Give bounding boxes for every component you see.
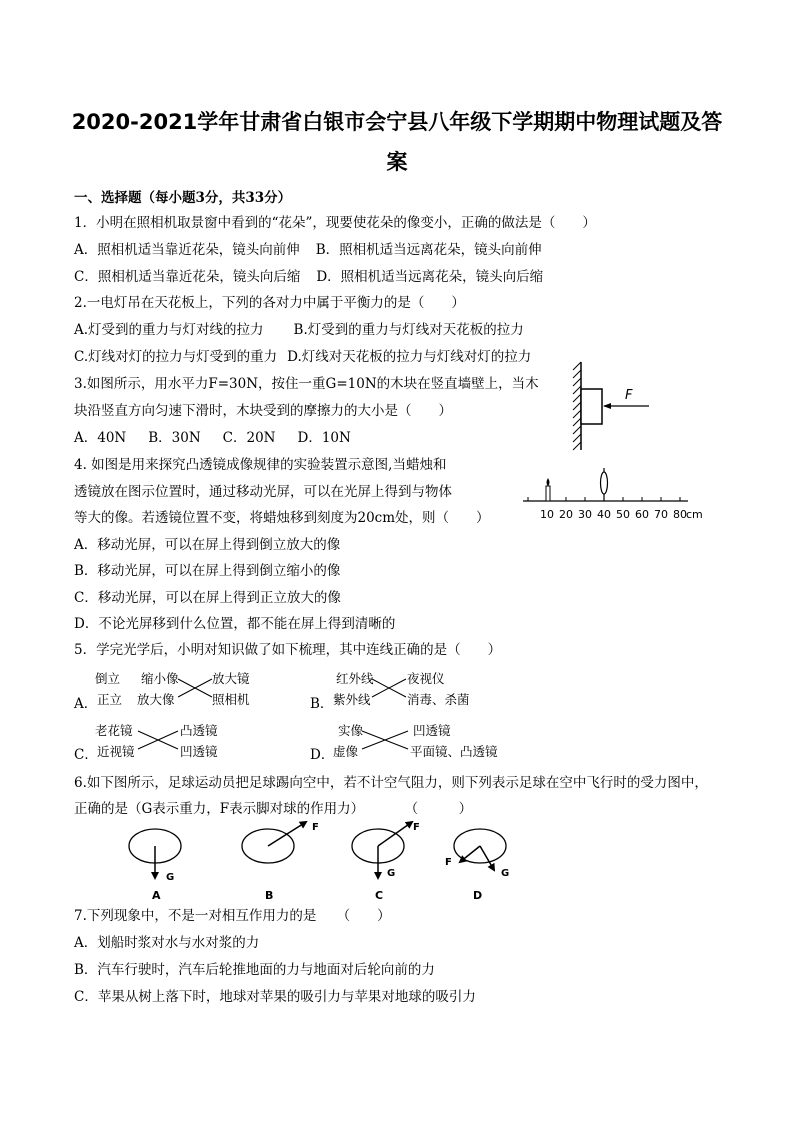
force-arrowhead: [603, 403, 611, 409]
q5-d-bottom-left: 虚像: [333, 744, 359, 759]
q5-c-top-right: 凸透镜: [180, 723, 218, 738]
q5-b-cross-lines: [372, 676, 406, 700]
q3-option-c: C．20N: [222, 430, 276, 446]
q4-option-a: A．移动光屏，可以在屏上得到倒立放大的像: [74, 537, 341, 553]
q2-option-c: C.灯线对灯的拉力与灯受到的重力: [74, 349, 278, 365]
q6-force-diagrams: [120, 820, 520, 904]
ruler-tick-label: 70: [654, 508, 668, 521]
q5-a-top-left: 倒立: [95, 671, 121, 686]
q3-options: [74, 430, 351, 446]
q6-a-g-label: G: [166, 872, 175, 883]
q1-option-d: D．照相机适当远离花朵，镜头向后缩: [316, 269, 544, 285]
section-heading: 一、选择题（每小题3分，共33分）: [74, 190, 292, 206]
q2-options-cd: [74, 349, 531, 365]
q6-diagram-c: [352, 822, 420, 902]
q6-diagram-b: [242, 822, 319, 902]
q5-b-label: B．: [310, 696, 334, 712]
q3-option-a: A．40N: [74, 430, 127, 446]
q7-option-b: B．汽车行驶时，汽车后轮推地面的力与地面对后轮向前的力: [74, 962, 435, 978]
q6-d-f-label: F: [445, 857, 452, 868]
q1-options-ab: [74, 242, 542, 258]
q4-stem-line2: 透镜放在图示位置时，通过移动光屏，可以在光屏上得到与物体: [74, 484, 452, 500]
q4-stem-line3: 等大的像。若透镜位置不变，将蜡烛移到刻度为20cm处，则（ ）: [74, 510, 490, 526]
q5-c-label: C．: [74, 747, 98, 763]
ruler-tick-label: 30: [578, 508, 592, 521]
q3-stem-line1: 3.如图所示，用水平力F=30N，按住一重G=10N的木块在竖直墙壁上，当木: [74, 376, 539, 392]
q6-stem-line2: 正确的是（G表示重力，F表示脚对球的作用力） （ ）: [74, 801, 473, 817]
q6-b-f-label: F: [312, 822, 319, 833]
q1-option-b: B．照相机适当远离花朵，镜头向前伸: [315, 242, 542, 258]
q4-option-b: B．移动光屏，可以在屏上得到倒立缩小的像: [74, 563, 341, 579]
q5-b-bottom-left: 紫外线: [333, 692, 371, 707]
q5-stem: 5．学完光学后，小明对知识做了如下梳理，其中连线正确的是（ ）: [74, 642, 502, 658]
q5-a-top-mid: 缩小像: [141, 671, 179, 686]
candle-flame: [547, 478, 550, 486]
q7-option-c: C．苹果从树上落下时，地球对苹果的吸引力与苹果对地球的吸引力: [74, 989, 476, 1005]
q6-d-label: D: [473, 889, 483, 902]
ruler-tick-label: 20: [559, 508, 573, 521]
q2-option-d: D.灯线对天花板的拉力与灯线对灯的拉力: [287, 349, 532, 365]
q3-stem-line2: 块沿竖直方向匀速下滑时，木块受到的摩擦力的大小是（ ）: [74, 403, 452, 419]
q3-wall-block-figure: [565, 360, 665, 455]
document-title-line1: 2020-2021学年甘肃省白银市会宁县八年级下学期期中物理试题及答: [71, 110, 723, 134]
q4-option-c: C．移动光屏，可以在屏上得到正立放大的像: [74, 590, 341, 606]
ruler-tick-label: 40: [597, 508, 611, 521]
q5-a-bottom-mid: 放大像: [137, 692, 175, 707]
ruler-unit: cm: [686, 508, 703, 521]
q5-c-top-left: 老花镜: [95, 723, 133, 738]
ruler-tick-label: 80: [673, 508, 687, 521]
ruler-tick-label: 60: [635, 508, 649, 521]
q5-a-label: A．: [74, 696, 98, 712]
ruler-labels: [540, 508, 703, 521]
q6-b-label: B: [265, 889, 274, 902]
q1-stem: 1．小明在照相机取景窗中看到的“花朵”，现要使花朵的像变小，正确的做法是（ ）: [74, 215, 596, 231]
q6-a-label: A: [152, 889, 161, 902]
ruler-tick-label: 10: [540, 508, 554, 521]
wooden-block: [581, 389, 602, 424]
q5-d-cross-lines: [362, 728, 408, 752]
q5-a-top-right: 放大镜: [212, 671, 250, 686]
q5-a-cross-lines: [178, 676, 212, 700]
force-label: F: [625, 388, 633, 403]
q5-d-top-right: 凹透镜: [413, 723, 451, 738]
q5-b-bottom-right: 消毒、杀菌: [407, 692, 470, 707]
q1-option-c: C．照相机适当靠近花朵，镜头向后缩: [74, 269, 301, 285]
q5-c-bottom-left: 近视镜: [97, 744, 135, 759]
q4-stem-line1: 4. 如图是用来探究凸透镜成像规律的实验装置示意图,当蜡烛和: [74, 457, 447, 473]
q4-optical-bench-figure: [520, 466, 710, 526]
q6-diagram-d: [445, 829, 509, 902]
document-title-line2: 案: [386, 150, 408, 174]
ruler-tick-label: 50: [616, 508, 630, 521]
q5-b-top-left: 红外线: [336, 671, 374, 686]
q3-option-d: D．10N: [297, 430, 351, 446]
q6-c-g-label: G: [387, 868, 396, 879]
q1-options-cd: [74, 269, 543, 285]
q5-d-top-left: 实像: [338, 723, 364, 738]
q3-option-b: B．30N: [148, 430, 201, 446]
q6-diagram-a: [129, 829, 181, 902]
q6-d-g-label: G: [501, 868, 510, 879]
q5-a-bottom-right: 照相机: [212, 692, 250, 707]
q2-option-b: B.灯受到的重力与灯线对天花板的拉力: [293, 322, 524, 338]
q6-c-f-label: F: [413, 822, 420, 833]
q2-options-ab: [74, 322, 524, 338]
q5-d-label: D．: [310, 747, 335, 763]
wall-hatching: [573, 362, 581, 450]
q7-option-a: A．划船时浆对水与水对浆的力: [74, 935, 260, 951]
q5-d-bottom-right: 平面镜、凸透镜: [410, 744, 498, 759]
q2-stem: 2.一电灯吊在天花板上，下列的各对力中属于平衡力的是（ ）: [74, 295, 465, 311]
q5-b-top-right: 夜视仪: [407, 671, 445, 686]
q6-stem-line1: 6.如下图所示，足球运动员把足球踢向空中，若不计空气阻力，则下列表示足球在空中飞行时的受力图中，: [74, 775, 708, 791]
q2-option-a: A.灯受到的重力与灯对线的拉力: [74, 322, 264, 338]
convex-lens: [601, 472, 608, 494]
q6-c-label: C: [375, 889, 384, 902]
q5-c-cross-lines: [138, 728, 178, 752]
q5-c-bottom-right: 凹透镜: [180, 744, 218, 759]
q5-a-bottom-left: 正立: [97, 692, 123, 707]
q1-option-a: A．照相机适当靠近花朵，镜头向前伸: [74, 242, 300, 258]
q4-option-d: D．不论光屏移到什么位置，都不能在屏上得到清晰的: [74, 616, 396, 632]
q7-stem: 7.下列现象中，不是一对相互作用力的是 （ ）: [74, 908, 391, 924]
candle: [546, 486, 550, 501]
